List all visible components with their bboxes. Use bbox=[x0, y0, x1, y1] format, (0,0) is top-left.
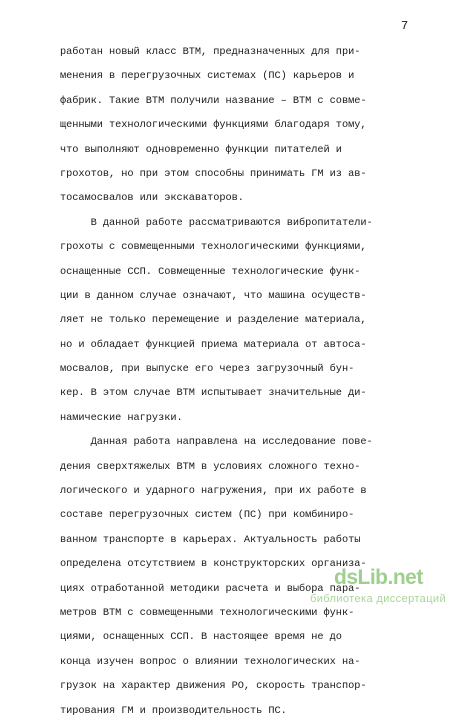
text-line: грохотов, но при этом способны принимать ГМ из ав- bbox=[60, 167, 367, 180]
text-line: менения в перегрузочных системах (ПС) карьеров и bbox=[60, 70, 355, 83]
text-line: фабрик. Такие ВТМ получили название – ВТМ с совме- bbox=[60, 94, 367, 107]
text-line: щенными технологическими функциями благодаря тому, bbox=[60, 119, 367, 132]
text-line: метров ВТМ с совмещенными технологическими функ- bbox=[60, 606, 355, 619]
text-line: работан новый класс ВТМ, предназначенных для при- bbox=[60, 46, 361, 58]
text-line: конца изучен вопрос о влиянии технологических на- bbox=[60, 655, 361, 668]
text-line: Данная работа направлена на исследование пове- bbox=[60, 436, 373, 449]
body-text bbox=[60, 40, 388, 723]
text-line: кер. В этом случае ВТМ испытывает значительные ди- bbox=[60, 387, 367, 400]
text-line: но и обладает функцией приема материала от автоса- bbox=[60, 338, 367, 351]
text-line: логического и ударного нагружения, при их работе в bbox=[60, 485, 367, 498]
text-line: циями, оснащенных ССП. В настоящее время не до bbox=[60, 631, 342, 644]
text-line: грохоты с совмещенными технологическими функциями, bbox=[60, 241, 367, 254]
text-line: ванном транспорте в карьерах. Актуальность работы bbox=[60, 533, 361, 546]
text-line: оснащенные ССП. Совмещенные технологические функ- bbox=[60, 265, 361, 278]
text-line: ции в данном случае означают, что машина осуществ- bbox=[60, 289, 367, 302]
watermark-logo: dsLib.net bbox=[334, 566, 423, 589]
text-line: В данной работе рассматриваются вибропитатели- bbox=[60, 216, 373, 229]
text-line: ляет не только перемещение и разделение материала, bbox=[60, 314, 367, 327]
text-line: циях отработанной методики расчета и выбора пара- bbox=[60, 582, 361, 595]
page-number: 7 bbox=[401, 19, 409, 33]
text-line: тосамосвалов или экскаваторов. bbox=[60, 192, 244, 205]
text-line: тирования ГМ и производительность ПС. bbox=[60, 704, 287, 717]
watermark-caption: библиотека диссертаций bbox=[310, 593, 446, 605]
text-line: грузок на характер движения РО, скорость транспор- bbox=[60, 680, 367, 693]
text-line: дения сверхтяжелых ВТМ в условиях сложного техно- bbox=[60, 460, 361, 473]
text-line: что выполняют одновременно функции питателей и bbox=[60, 143, 342, 156]
text-line: мосвалов, при выпуске его через загрузочный бун- bbox=[60, 363, 355, 376]
text-line: намические нагрузки. bbox=[60, 411, 183, 424]
text-line: определена отсутствием в конструкторских организа- bbox=[60, 558, 367, 571]
watermark bbox=[286, 566, 446, 614]
text-line: составе перегрузочных систем (ПС) при комбиниро- bbox=[60, 509, 355, 522]
